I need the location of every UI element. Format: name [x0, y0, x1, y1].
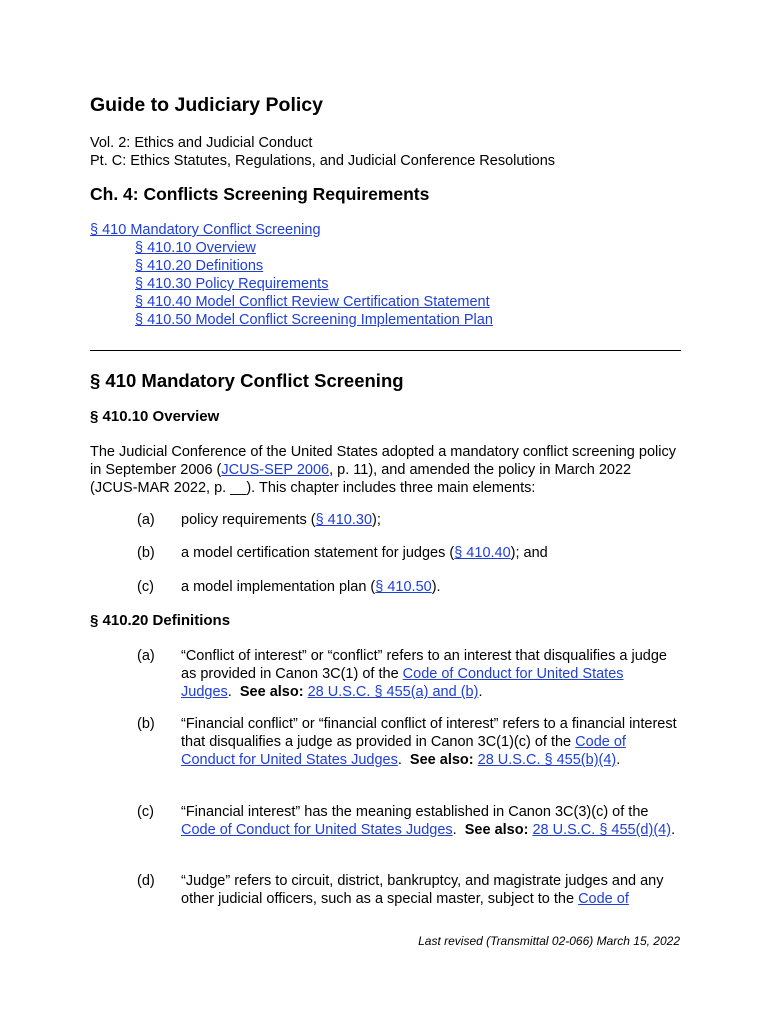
code-of-conduct-link[interactable]: Code of Conduct for United States Judges — [181, 822, 453, 838]
section-divider — [90, 350, 681, 351]
definition-text: “Financial interest” has the meaning established in Canon 3C(3)(c) of the Code of Conduct for United States Judges. See also: 28 U.S.C. § 455(d)(4). — [181, 804, 676, 838]
section-410-heading: § 410 Mandatory Conflict Screening — [90, 370, 404, 391]
link-410-50[interactable]: § 410.50 — [375, 579, 432, 595]
toc-link-410[interactable]: § 410 Mandatory Conflict Screening — [90, 222, 321, 238]
section-410-10-heading: § 410.10 Overview — [90, 408, 220, 425]
item-label: (a) — [137, 512, 155, 528]
link-410-30[interactable]: § 410.30 — [315, 512, 373, 528]
definition-body: “Financial conflict” or “financial conflict of interest” refers to a financial interest that disqualifies a judge as provided in Canon 3C(1)(c) of the — [181, 716, 677, 750]
definition-body: “Judge” refers to circuit, district, bankruptcy, and magistrate judges and any other judicial officers, such as a special master, subject to the — [181, 873, 664, 907]
see-also-label: See also: — [239, 684, 304, 700]
code-of-conduct-link[interactable]: Code of — [578, 891, 629, 907]
definition-text — [181, 872, 681, 908]
toc-link-410-50[interactable]: § 410.50 Model Conflict Screening Implementation Plan — [135, 312, 493, 328]
overview-text-2: , p. 11), and amended the policy in March 2022 (JCUS-MAR 2022, p. __). This chapter includes three main elements: — [90, 462, 632, 496]
definition-body: “Financial interest” has the meaning established in Canon 3C(3)(c) of the — [181, 804, 649, 820]
overview-paragraph — [90, 443, 680, 497]
code-of-conduct-link[interactable]: Code of Conduct for United States Judges — [181, 666, 624, 700]
item-label: (b) — [137, 545, 155, 561]
item-text-pre: a model certification statement for judges ( — [181, 545, 455, 561]
usc-455-b4-link[interactable]: 28 U.S.C. § 455(b)(4) — [477, 752, 617, 768]
page-footer: Last revised (Transmittal 02-066) March 15, 2022 — [418, 934, 680, 948]
item-text-post: ); and — [510, 545, 548, 561]
usc-455-a-b-link[interactable]: 28 U.S.C. § 455(a) and (b) — [307, 684, 479, 700]
link-410-40[interactable]: § 410.40 — [454, 545, 511, 561]
definition-text: “Financial conflict” or “financial conflict of interest” refers to a financial interest that disqualifies a judge as provided in Canon 3C(1)(c) of the Code of Conduct for United States Judges. See also: 28 U.S.C. § 455(b)(4). — [181, 716, 677, 768]
section-410-20-heading: § 410.20 Definitions — [90, 612, 231, 629]
usc-455-d4-link[interactable]: 28 U.S.C. § 455(d)(4) — [532, 822, 672, 838]
item-label: (c) — [137, 579, 154, 595]
item-text — [181, 544, 681, 562]
document-title: Guide to Judiciary Policy — [90, 94, 323, 116]
definition-body: “Conflict of interest” or “conflict” refers to an interest that disqualifies a judge as provided in Canon 3C(1) of the — [181, 648, 667, 682]
toc-link-410-30[interactable]: § 410.30 Policy Requirements — [135, 276, 329, 292]
toc-link-410-20[interactable]: § 410.20 Definitions — [135, 258, 264, 274]
definition-label: (d) — [137, 873, 155, 889]
part-line: Pt. C: Ethics Statutes, Regulations, and Judicial Conference Resolutions — [90, 153, 556, 169]
definition-label: (b) — [137, 716, 155, 732]
item-text — [181, 511, 681, 529]
definition-label: (a) — [137, 648, 155, 664]
item-text-post: ). — [431, 579, 441, 595]
toc-link-410-10[interactable]: § 410.10 Overview — [135, 240, 256, 256]
definition-text: “Conflict of interest” or “conflict” refers to an interest that disqualifies a judge as provided in Canon 3C(1) of the Code of Conduct for United States Judges. See also: 28 U.S.C. § 455(a) and (b). — [181, 648, 667, 700]
item-text-pre: a model implementation plan ( — [181, 579, 376, 595]
toc-link-410-40[interactable]: § 410.40 Model Conflict Review Certification Statement — [135, 294, 490, 310]
overview-text-1: The Judicial Conference of the United States adopted a mandatory conflict screening policy in September 2006 ( — [90, 444, 676, 478]
item-text-pre: policy requirements ( — [181, 512, 316, 528]
table-of-contents — [90, 221, 493, 329]
item-text — [181, 578, 681, 596]
definition-label: (c) — [137, 804, 154, 820]
volume-line: Vol. 2: Ethics and Judicial Conduct — [90, 135, 313, 151]
see-also-label: See also: — [464, 822, 529, 838]
volume-info — [90, 134, 555, 170]
see-also-label: See also: — [409, 752, 474, 768]
jcus-sep-2006-link[interactable]: JCUS-SEP 2006 — [221, 462, 330, 478]
code-of-conduct-link[interactable]: Code of Conduct for United States Judges — [181, 734, 626, 768]
item-text-post: ); — [372, 512, 381, 528]
chapter-title: Ch. 4: Conflicts Screening Requirements — [90, 184, 430, 204]
